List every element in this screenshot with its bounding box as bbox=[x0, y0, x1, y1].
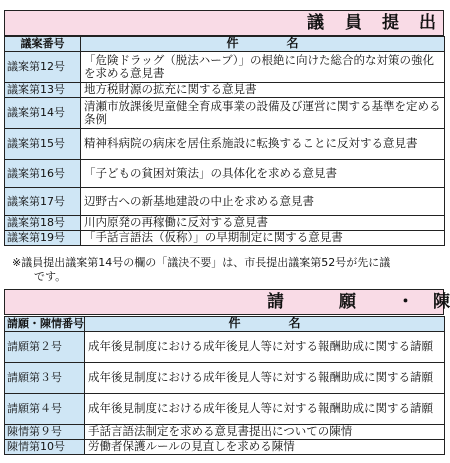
petition-number: 請願第４号 bbox=[5, 394, 85, 425]
table-row bbox=[5, 52, 445, 83]
bill-number: 議案第16号 bbox=[5, 160, 81, 188]
table-row bbox=[5, 332, 445, 363]
bill-title: 「子どもの貧困対策法」の具体化を求める意見書 bbox=[81, 160, 445, 188]
bill-title: 精神科病院の病床を居住系施設に転換することに反対する意見書 bbox=[81, 129, 445, 160]
footnote-line: です。 bbox=[34, 270, 67, 283]
bill-number: 議案第15号 bbox=[5, 129, 81, 160]
bill-number: 議案第14号 bbox=[5, 98, 81, 129]
table-header-row bbox=[5, 317, 445, 332]
petition-title: 成年後見制度における成年後見人等に対する報酬助成に関する請願 bbox=[85, 332, 445, 363]
bill-number: 議案第17号 bbox=[5, 188, 81, 216]
banner-char: 員 bbox=[345, 13, 362, 33]
banner-char: 提 bbox=[382, 13, 399, 33]
bill-title: 「手話言語法（仮称）」の早期制定に関する意見書 bbox=[81, 231, 445, 246]
table-row bbox=[5, 394, 445, 425]
bill-title: 清瀬市放課後児童健全育成事業の設備及び運営に関する基準を定める条例 bbox=[81, 98, 445, 129]
bill-number: 議案第13号 bbox=[5, 83, 81, 98]
banner-char: 陳 bbox=[433, 292, 450, 312]
banner-char: 議 bbox=[307, 13, 324, 33]
table-row bbox=[5, 98, 445, 129]
petition-number: 陳情第10号 bbox=[5, 440, 85, 455]
table-row bbox=[5, 231, 445, 246]
table-row bbox=[5, 425, 445, 440]
footnote-line: ※議員提出議案第14号の欄の「議決不要」は、市長提出議案第52号が先に議 bbox=[12, 256, 391, 269]
petition-number: 請願第２号 bbox=[5, 332, 85, 363]
petitions-table bbox=[4, 316, 445, 455]
petition-number: 陳情第９号 bbox=[5, 425, 85, 440]
column-header-title: 件 名 bbox=[85, 317, 445, 332]
table-row bbox=[5, 363, 445, 394]
bill-number: 議案第12号 bbox=[5, 52, 81, 83]
table-row bbox=[5, 188, 445, 216]
section1-banner bbox=[4, 10, 444, 36]
bill-number: 議案第19号 bbox=[5, 231, 81, 246]
petition-title: 成年後見制度における成年後見人等に対する報酬助成に関する請願 bbox=[85, 363, 445, 394]
petition-title: 手話言語法制定を求める意見書提出についての陳情 bbox=[85, 425, 445, 440]
table-row bbox=[5, 83, 445, 98]
bills-table bbox=[4, 36, 445, 246]
table-row bbox=[5, 440, 445, 455]
column-header-number: 請願・陳情番号 bbox=[5, 317, 85, 332]
table-row bbox=[5, 129, 445, 160]
table-header-row bbox=[5, 37, 445, 52]
petition-title: 成年後見制度における成年後見人等に対する報酬助成に関する請願 bbox=[85, 394, 445, 425]
petition-title: 労働者保護ルールの見直しを求める陳情 bbox=[85, 440, 445, 455]
banner-char: 出 bbox=[419, 13, 436, 33]
bill-title: 川内原発の再稼働に反対する意見書 bbox=[81, 216, 445, 231]
banner-char: ・ bbox=[397, 292, 414, 312]
table-row bbox=[5, 160, 445, 188]
banner-char: 請 bbox=[267, 292, 284, 312]
footnote bbox=[12, 256, 390, 284]
column-header-title: 件 名 bbox=[81, 37, 445, 52]
table-row bbox=[5, 216, 445, 231]
bill-title: 地方税財源の拡充に関する意見書 bbox=[81, 83, 445, 98]
banner-char: 願 bbox=[339, 292, 356, 312]
bill-title: 辺野古への新基地建設の中止を求める意見書 bbox=[81, 188, 445, 216]
section2-banner bbox=[4, 289, 450, 315]
bill-number: 議案第18号 bbox=[5, 216, 81, 231]
petition-number: 請願第３号 bbox=[5, 363, 85, 394]
bill-title: 「危険ドラッグ（脱法ハーブ）」の根絶に向けた総合的な対策の強化を求める意見書 bbox=[81, 52, 445, 83]
column-header-number: 議案番号 bbox=[5, 37, 81, 52]
